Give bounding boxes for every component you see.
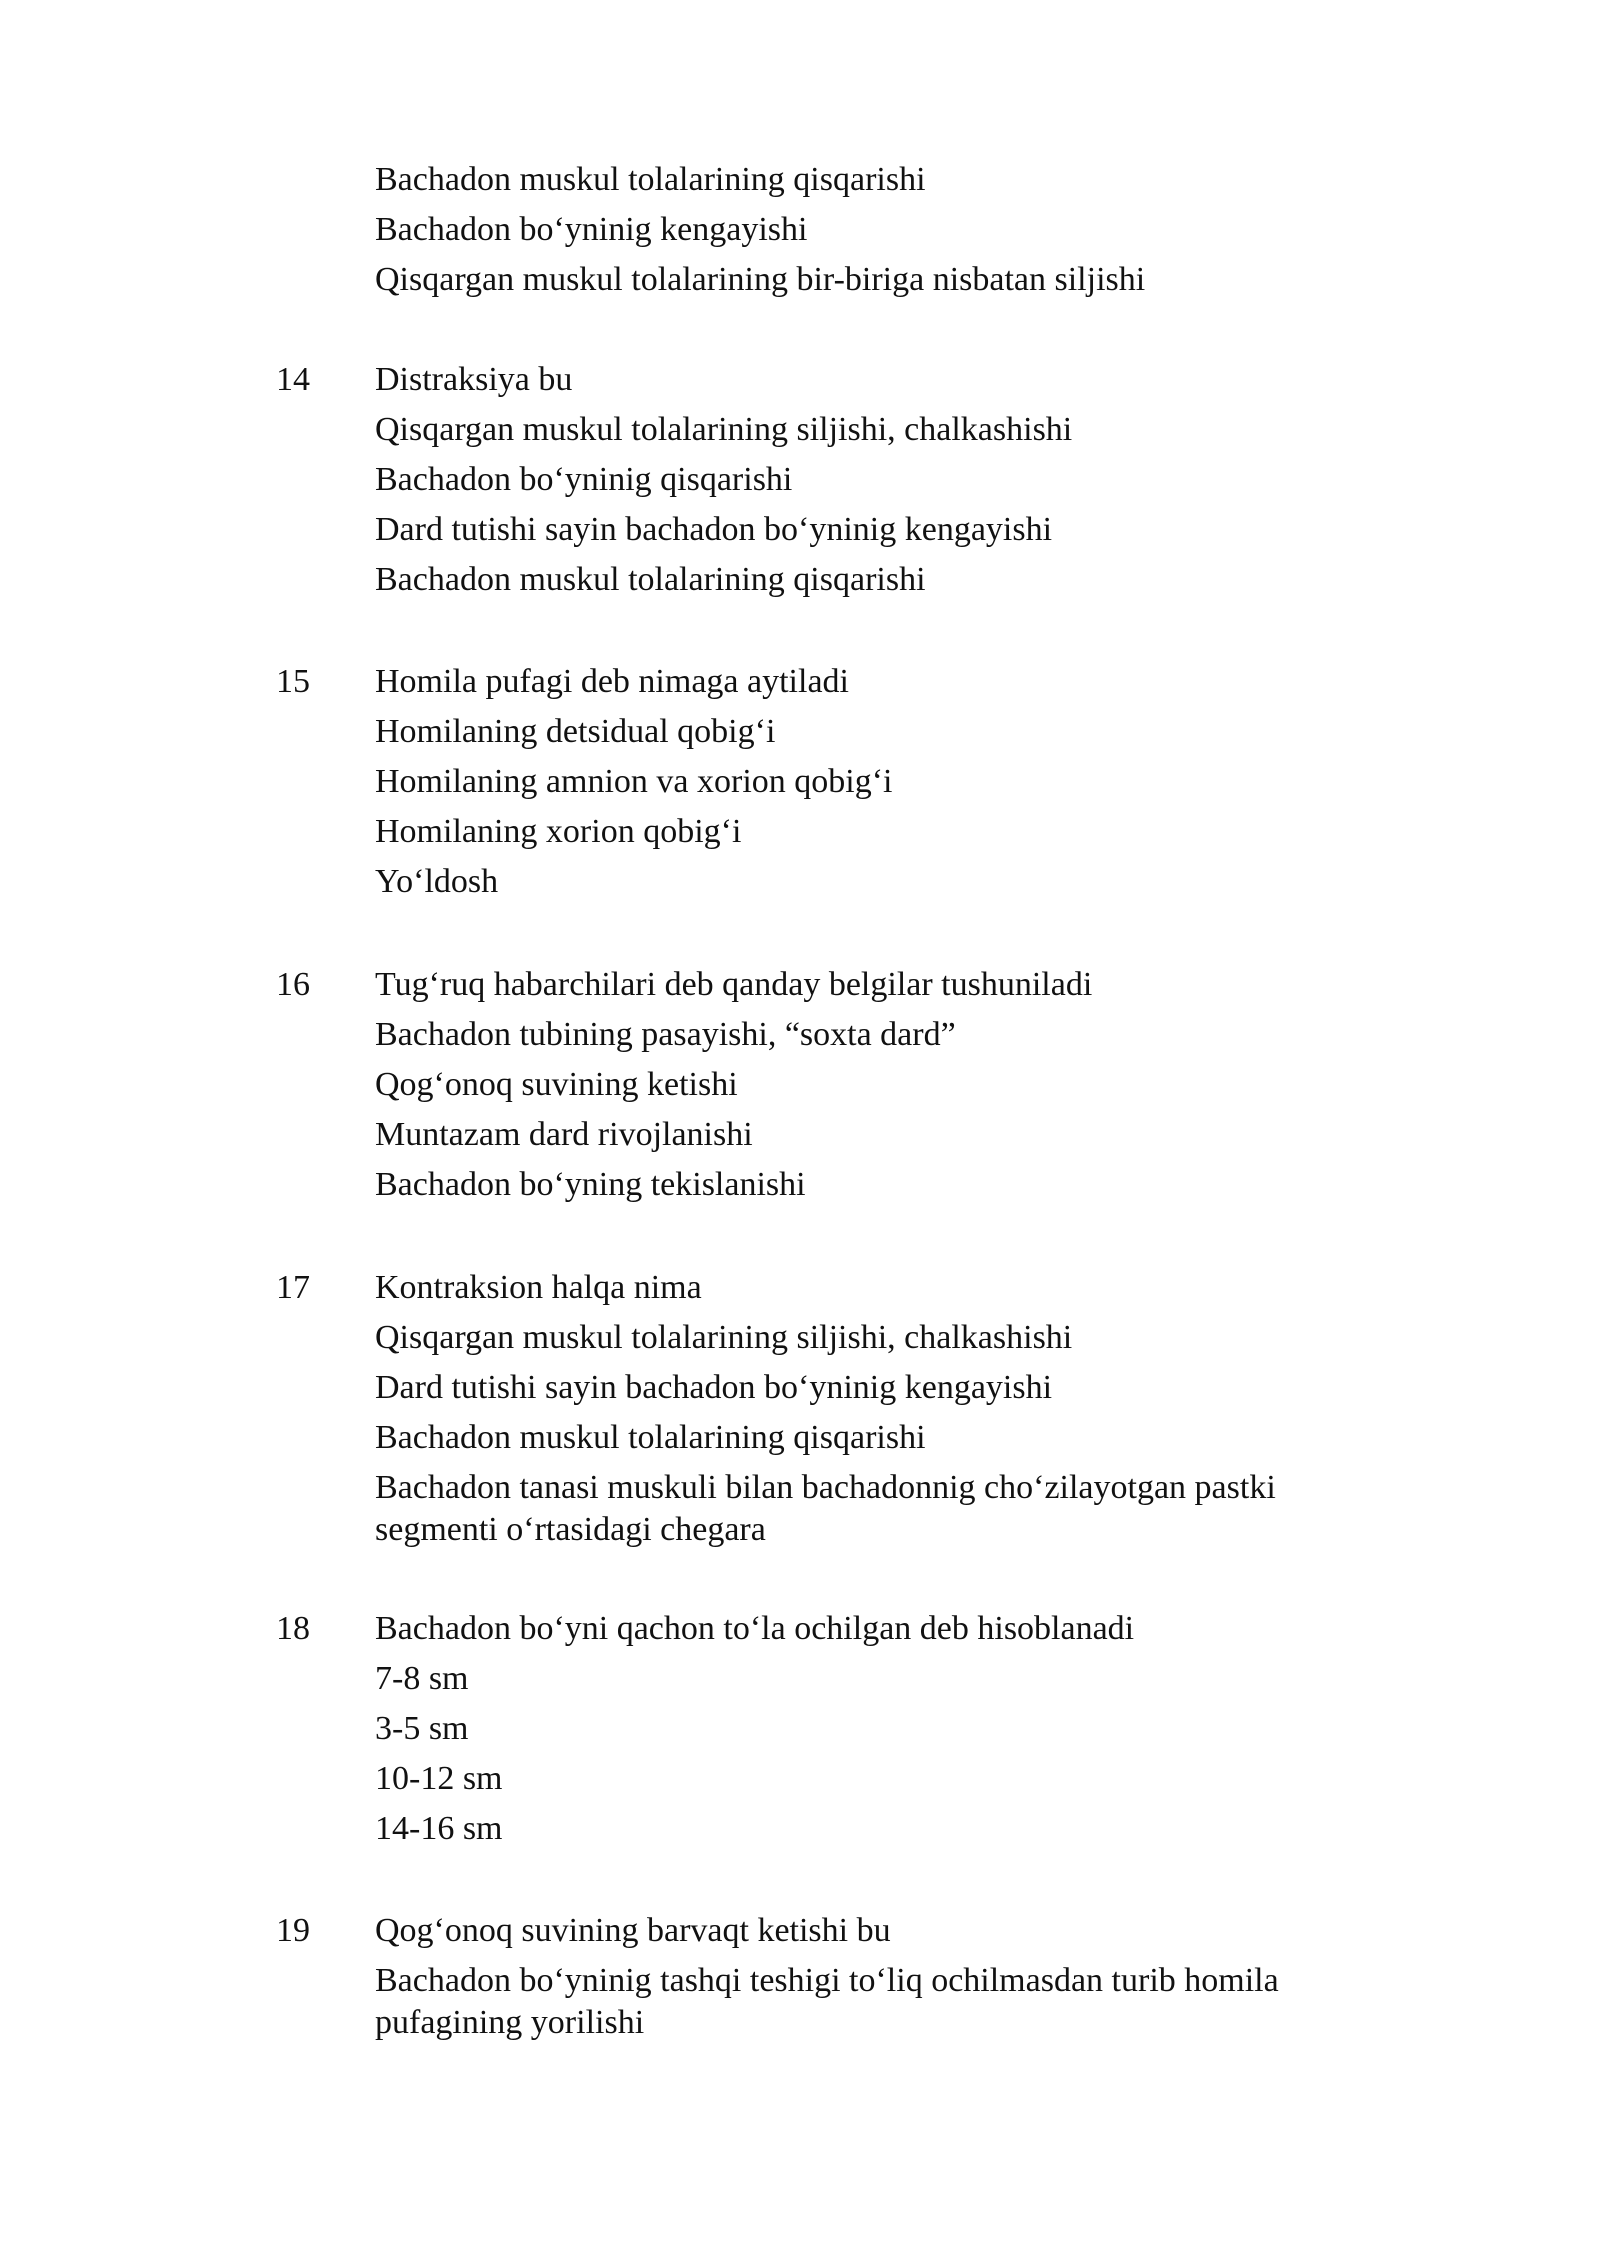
question-number: 15 <box>276 663 310 700</box>
answer-option: Qisqargan muskul tolalarining bir-biriga nisbatan siljishi <box>375 261 1146 298</box>
question-text: Distraksiya bu <box>375 361 573 398</box>
answer-option: Homilaning xorion qobig‘i <box>375 813 742 850</box>
answer-options <box>375 155 1375 305</box>
question-content <box>375 1906 1375 2048</box>
question-content <box>375 960 1375 1210</box>
answer-option: Dard tutishi sayin bachadon bo‘yninig kengayishi <box>375 1369 1053 1406</box>
answer-option: Qisqargan muskul tolalarining siljishi, chalkashishi <box>375 411 1073 448</box>
answer-option: Bachadon muskul tolalarining qisqarishi <box>375 561 926 598</box>
answer-option: Bachadon bo‘yninig tashqi teshigi to‘liq ochilmasdan turib homila pufagining yorilishi <box>375 1962 1279 2041</box>
question-text: Qog‘onoq suvining barvaqt ketishi bu <box>375 1912 891 1949</box>
answer-option: 10-12 sm <box>375 1760 503 1797</box>
question-content <box>375 1604 1375 1854</box>
answer-option: Qog‘onoq suvining ketishi <box>375 1066 738 1103</box>
answer-option: Bachadon bo‘yninig qisqarishi <box>375 461 793 498</box>
question-text: Bachadon bo‘yni qachon to‘la ochilgan deb hisoblanadi <box>375 1610 1135 1647</box>
answer-option: Bachadon muskul tolalarining qisqarishi <box>375 1419 926 1456</box>
answer-option: Bachadon muskul tolalarining qisqarishi <box>375 161 926 198</box>
answer-option: Muntazam dard rivojlanishi <box>375 1116 753 1153</box>
answer-option: Bachadon tanasi muskuli bilan bachadonnig cho‘zilayotgan pastki segmenti o‘rtasidagi chegara <box>375 1469 1276 1548</box>
question-text: Homila pufagi deb nimaga aytiladi <box>375 663 849 700</box>
answer-option: Homilaning amnion va xorion qobig‘i <box>375 763 893 800</box>
question-number: 14 <box>276 361 310 398</box>
answer-option: Yo‘ldosh <box>375 863 499 900</box>
question-content <box>375 1263 1375 1555</box>
question-content <box>375 657 1375 907</box>
question-number: 16 <box>276 966 310 1003</box>
answer-option: Qisqargan muskul tolalarining siljishi, chalkashishi <box>375 1319 1073 1356</box>
answer-option: Dard tutishi sayin bachadon bo‘yninig kengayishi <box>375 511 1053 548</box>
question-number: 17 <box>276 1269 310 1306</box>
answer-option: Bachadon bo‘yninig kengayishi <box>375 211 808 248</box>
question-text: Tug‘ruq habarchilari deb qanday belgilar tushuniladi <box>375 966 1093 1003</box>
question-content <box>375 355 1375 605</box>
answer-option: Homilaning detsidual qobig‘i <box>375 713 776 750</box>
answer-option: 3-5 sm <box>375 1710 469 1747</box>
question-number: 18 <box>276 1610 310 1647</box>
question-text: Kontraksion halqa nima <box>375 1269 702 1306</box>
answer-option: Bachadon bo‘yning tekislanishi <box>375 1166 806 1203</box>
answer-option: Bachadon tubining pasayishi, “soxta dard” <box>375 1016 956 1053</box>
answer-option: 7-8 sm <box>375 1660 469 1697</box>
answer-option: 14-16 sm <box>375 1810 503 1847</box>
question-number: 19 <box>276 1912 310 1949</box>
